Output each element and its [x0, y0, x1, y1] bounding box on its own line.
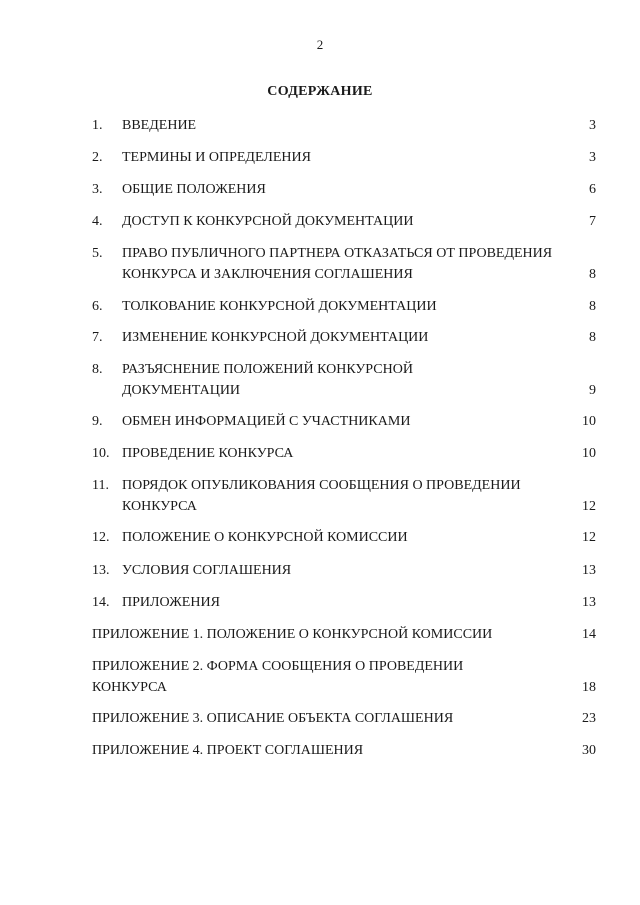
- toc-appendix-3[interactable]: [92, 708, 596, 729]
- toc-entry-title: ОБЩИЕ ПОЛОЖЕНИЯ: [122, 182, 266, 197]
- toc-entry-7[interactable]: [92, 327, 596, 348]
- toc-entry-page: 6: [589, 182, 596, 197]
- toc-entry-title: ТЕРМИНЫ И ОПРЕДЕЛЕНИЯ: [122, 150, 311, 165]
- toc-appendix-4[interactable]: [92, 740, 596, 761]
- toc-entry-10[interactable]: [92, 443, 596, 464]
- toc-entry-2[interactable]: [92, 147, 596, 168]
- toc-entry-13[interactable]: [92, 560, 596, 581]
- toc-entry-number: 13.: [92, 563, 110, 578]
- toc-entry-number: 6.: [92, 299, 103, 314]
- toc-entry-14[interactable]: [92, 592, 596, 613]
- page-number: 2: [316, 37, 324, 52]
- toc-entry-page: 8: [589, 299, 596, 314]
- toc-entry-5[interactable]: [92, 243, 596, 285]
- toc-entry-number: 10.: [92, 446, 110, 461]
- toc-entry-title: УСЛОВИЯ СОГЛАШЕНИЯ: [122, 563, 292, 578]
- toc-appendix-page: 18: [582, 680, 596, 695]
- toc-entry-number: 5.: [92, 246, 103, 261]
- toc-appendix-page: 23: [582, 711, 596, 726]
- toc-entry-title: ВВЕДЕНИЕ: [122, 118, 197, 133]
- toc-entry-number: 14.: [92, 595, 110, 610]
- toc-appendix-title: ПРИЛОЖЕНИЕ 4. ПРОЕКТ СОГЛАШЕНИЯ: [92, 743, 364, 758]
- toc-entry-11[interactable]: [92, 475, 596, 517]
- toc-entry-number: 8.: [92, 362, 103, 377]
- toc-entry-12[interactable]: [92, 527, 596, 548]
- toc-entry-number: 9.: [92, 414, 103, 429]
- toc-entry-page: 13: [582, 595, 596, 610]
- toc-entry-title: ПРИЛОЖЕНИЯ: [122, 595, 220, 610]
- toc-entry-page: 8: [589, 267, 596, 282]
- toc-entry-page: 10: [582, 414, 596, 429]
- toc-entry-title: ПРАВО ПУБЛИЧНОГО ПАРТНЕРА ОТКАЗАТЬСЯ ОТ ПРОВЕДЕНИЯ КОНКУРСА И ЗАКЛЮЧЕНИЯ СОГЛАШЕНИЯ: [122, 246, 553, 282]
- toc-entry-page: 9: [589, 383, 596, 398]
- toc-entry-title: ТОЛКОВАНИЕ КОНКУРСНОЙ ДОКУМЕНТАЦИИ: [122, 299, 437, 314]
- toc-entry-number: 2.: [92, 150, 103, 165]
- toc-entry-page: 13: [582, 563, 596, 578]
- toc-entry-title: ДОСТУП К КОНКУРСНОЙ ДОКУМЕНТАЦИИ: [122, 214, 414, 229]
- toc-entry-title: ОБМЕН ИНФОРМАЦИЕЙ С УЧАСТНИКАМИ: [122, 414, 411, 429]
- toc-entry-page: 7: [589, 214, 596, 229]
- toc-entry-page: 3: [589, 118, 596, 133]
- toc-entry-title: ПОЛОЖЕНИЕ О КОНКУРСНОЙ КОМИССИИ: [122, 530, 408, 545]
- toc-entry-title: ПОРЯДОК ОПУБЛИКОВАНИЯ СООБЩЕНИЯ О ПРОВЕДЕНИИ КОНКУРСА: [122, 478, 521, 514]
- toc-entry-number: 7.: [92, 330, 103, 345]
- toc-entry-number: 11.: [92, 478, 109, 493]
- toc-entry-page: 10: [582, 446, 596, 461]
- toc-entry-title: ПРОВЕДЕНИЕ КОНКУРСА: [122, 446, 294, 461]
- toc-entry-8[interactable]: [92, 359, 596, 401]
- toc-appendix-page: 30: [582, 743, 596, 758]
- toc-entry-number: 1.: [92, 118, 103, 133]
- toc-appendix-page: 14: [582, 627, 596, 642]
- toc-entry-title: ИЗМЕНЕНИЕ КОНКУРСНОЙ ДОКУМЕНТАЦИИ: [122, 330, 429, 345]
- toc-entry-page: 12: [582, 530, 596, 545]
- toc-entry-1[interactable]: [92, 115, 596, 136]
- toc-appendix-title: ПРИЛОЖЕНИЕ 3. ОПИСАНИЕ ОБЪЕКТА СОГЛАШЕНИЯ: [92, 711, 454, 726]
- toc-appendix-title: ПРИЛОЖЕНИЕ 2. ФОРМА СООБЩЕНИЯ О ПРОВЕДЕНИИ КОНКУРСА: [92, 659, 464, 695]
- toc-appendix-title: ПРИЛОЖЕНИЕ 1. ПОЛОЖЕНИЕ О КОНКУРСНОЙ КОМИССИИ: [92, 627, 493, 642]
- toc-entry-4[interactable]: [92, 211, 596, 232]
- toc-appendix-2[interactable]: [92, 656, 596, 698]
- toc-entry-page: 8: [589, 330, 596, 345]
- toc-entry-number: 3.: [92, 182, 103, 197]
- toc-entry-9[interactable]: [92, 411, 596, 432]
- toc-entry-6[interactable]: [92, 296, 596, 317]
- toc-entry-page: 12: [582, 499, 596, 514]
- toc-entry-3[interactable]: [92, 179, 596, 200]
- toc-title: СОДЕРЖАНИЕ: [267, 84, 373, 99]
- toc-entry-page: 3: [589, 150, 596, 165]
- toc-entry-number: 12.: [92, 530, 110, 545]
- toc-entry-title: РАЗЪЯСНЕНИЕ ПОЛОЖЕНИЙ КОНКУРСНОЙ ДОКУМЕНТАЦИИ: [122, 362, 413, 398]
- toc-entry-number: 4.: [92, 214, 103, 229]
- toc-appendix-1[interactable]: [92, 624, 596, 645]
